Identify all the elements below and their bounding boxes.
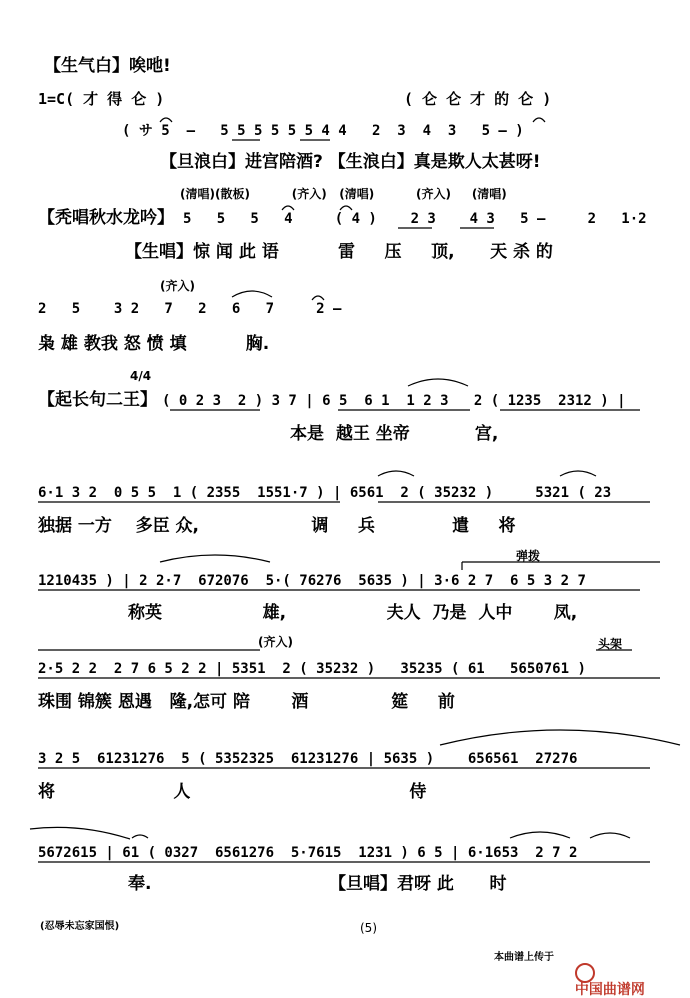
fermata-mark xyxy=(533,118,545,122)
slur-mark xyxy=(30,827,130,839)
lyrics-line-9: 枭 雄 教我 怒 愤 填 胸. xyxy=(38,334,270,354)
notation-line-3: ( サ 5 – 5 5 5 5 5 5 4 4 2 3 4 3 5 – ) xyxy=(122,123,524,139)
slur-mark xyxy=(408,379,468,386)
slur-mark xyxy=(232,291,272,297)
notation-line-15: 1210435 ) | 2 2·7 672076 5·( 76276 5635 ) | 3·6 2 7 6 5 3 2 7 xyxy=(38,573,586,589)
footer-subtitle: (忍辱未忘家国恨) xyxy=(40,921,120,932)
slur-mark xyxy=(590,833,630,838)
slur-mark xyxy=(560,471,596,476)
notation-line-13: 6·1 3 2 0 5 5 1 ( 2355 1551·7 ) | 6561 2 ( 35232 ) 5321 ( 23 xyxy=(38,485,612,501)
time-signature: 4/4 xyxy=(130,369,152,383)
fermata-mark xyxy=(282,206,294,210)
page-number: (5) xyxy=(360,921,377,935)
slur-mark xyxy=(510,832,570,838)
lyrics-line-7: 【生唱】惊 闻 此 语 雷 压 顶, 天 杀 的 xyxy=(125,242,553,262)
lyrics-line-14: 独据 一方 多臣 众, 调 兵 遣 将 xyxy=(38,516,516,536)
lyrics-line-18: 珠围 锦簇 恩遇 隆,怎可 陪 酒 筵 前 xyxy=(38,692,455,712)
lyrics-line-16: 称英 雄, 夫人 乃是 人中 凤, xyxy=(128,603,578,623)
logo-icon xyxy=(575,963,595,983)
fermata-mark xyxy=(312,296,324,300)
qiru-label: (齐入) xyxy=(160,279,195,293)
notation-line-11: ( 0 2 3 2 ) 3 7 | 6 5 6 1 1 2 3 2 ( 1235 2312 ) | xyxy=(162,393,626,409)
slur-mark xyxy=(132,835,148,838)
percussion-pattern: ( 仑 仑 才 的 仑 ) xyxy=(404,90,552,108)
tanbo-label: 弹拨 xyxy=(516,549,541,563)
notation-line-6: 5 5 5 4 ( 4 ) 2 3 4 3 5 – 2 1·2 xyxy=(183,211,647,227)
footer-upload-text: 本曲谱上传于 xyxy=(494,952,554,963)
site-brand-name: 中国曲谱网 xyxy=(574,982,645,998)
intro-spoken-line: 【生气白】唉吔! xyxy=(44,56,171,76)
aria-label-qiushui: 【秃唱秋水龙吟】 xyxy=(38,208,174,228)
performance-labels: (清唱)(散板) (齐入) (清唱) (齐入) (清唱) xyxy=(180,187,507,201)
notation-line-21: 5672615 | 61 ( 0327 6561276 5·7615 1231 ) 6 5 | 6·1653 2 7 2 xyxy=(38,845,578,861)
slur-mark xyxy=(160,555,270,562)
qiru-label-2: (齐入) xyxy=(258,635,293,649)
lyrics-line-20: 将 人 侍 xyxy=(38,782,427,802)
slur-mark xyxy=(378,471,414,476)
lyrics-line-12: 本是 越王 坐帝 宫, xyxy=(290,424,499,444)
fermata-mark xyxy=(340,206,352,210)
notation-line-19: 3 2 5 61231276 5 ( 5352325 61231276 | 5635 ) 656561 27276 xyxy=(38,751,578,767)
key-signature-line: 1=C( 才 得 仑 ) xyxy=(38,90,165,108)
slur-mark xyxy=(440,730,680,745)
site-logo[interactable] xyxy=(566,949,645,997)
aria-label-erwang: 【起长句二王】 xyxy=(38,390,157,410)
notation-line-8: 2 5 3 2 7 2 6 7 2 – xyxy=(38,301,342,317)
notation-line-17: 2·5 2 2 2 7 6 5 2 2 | 5351 2 ( 35232 ) 35235 ( 61 5650761 ) xyxy=(38,661,586,677)
fermata-mark xyxy=(160,118,172,122)
lyrics-line-22: 奉. 【旦唱】君呀 此 时 xyxy=(128,874,507,894)
toujia-label: 头架 xyxy=(598,637,623,651)
spoken-dialogue-line: 【旦浪白】进宫陪酒? 【生浪白】真是欺人太甚呀! xyxy=(160,152,541,172)
